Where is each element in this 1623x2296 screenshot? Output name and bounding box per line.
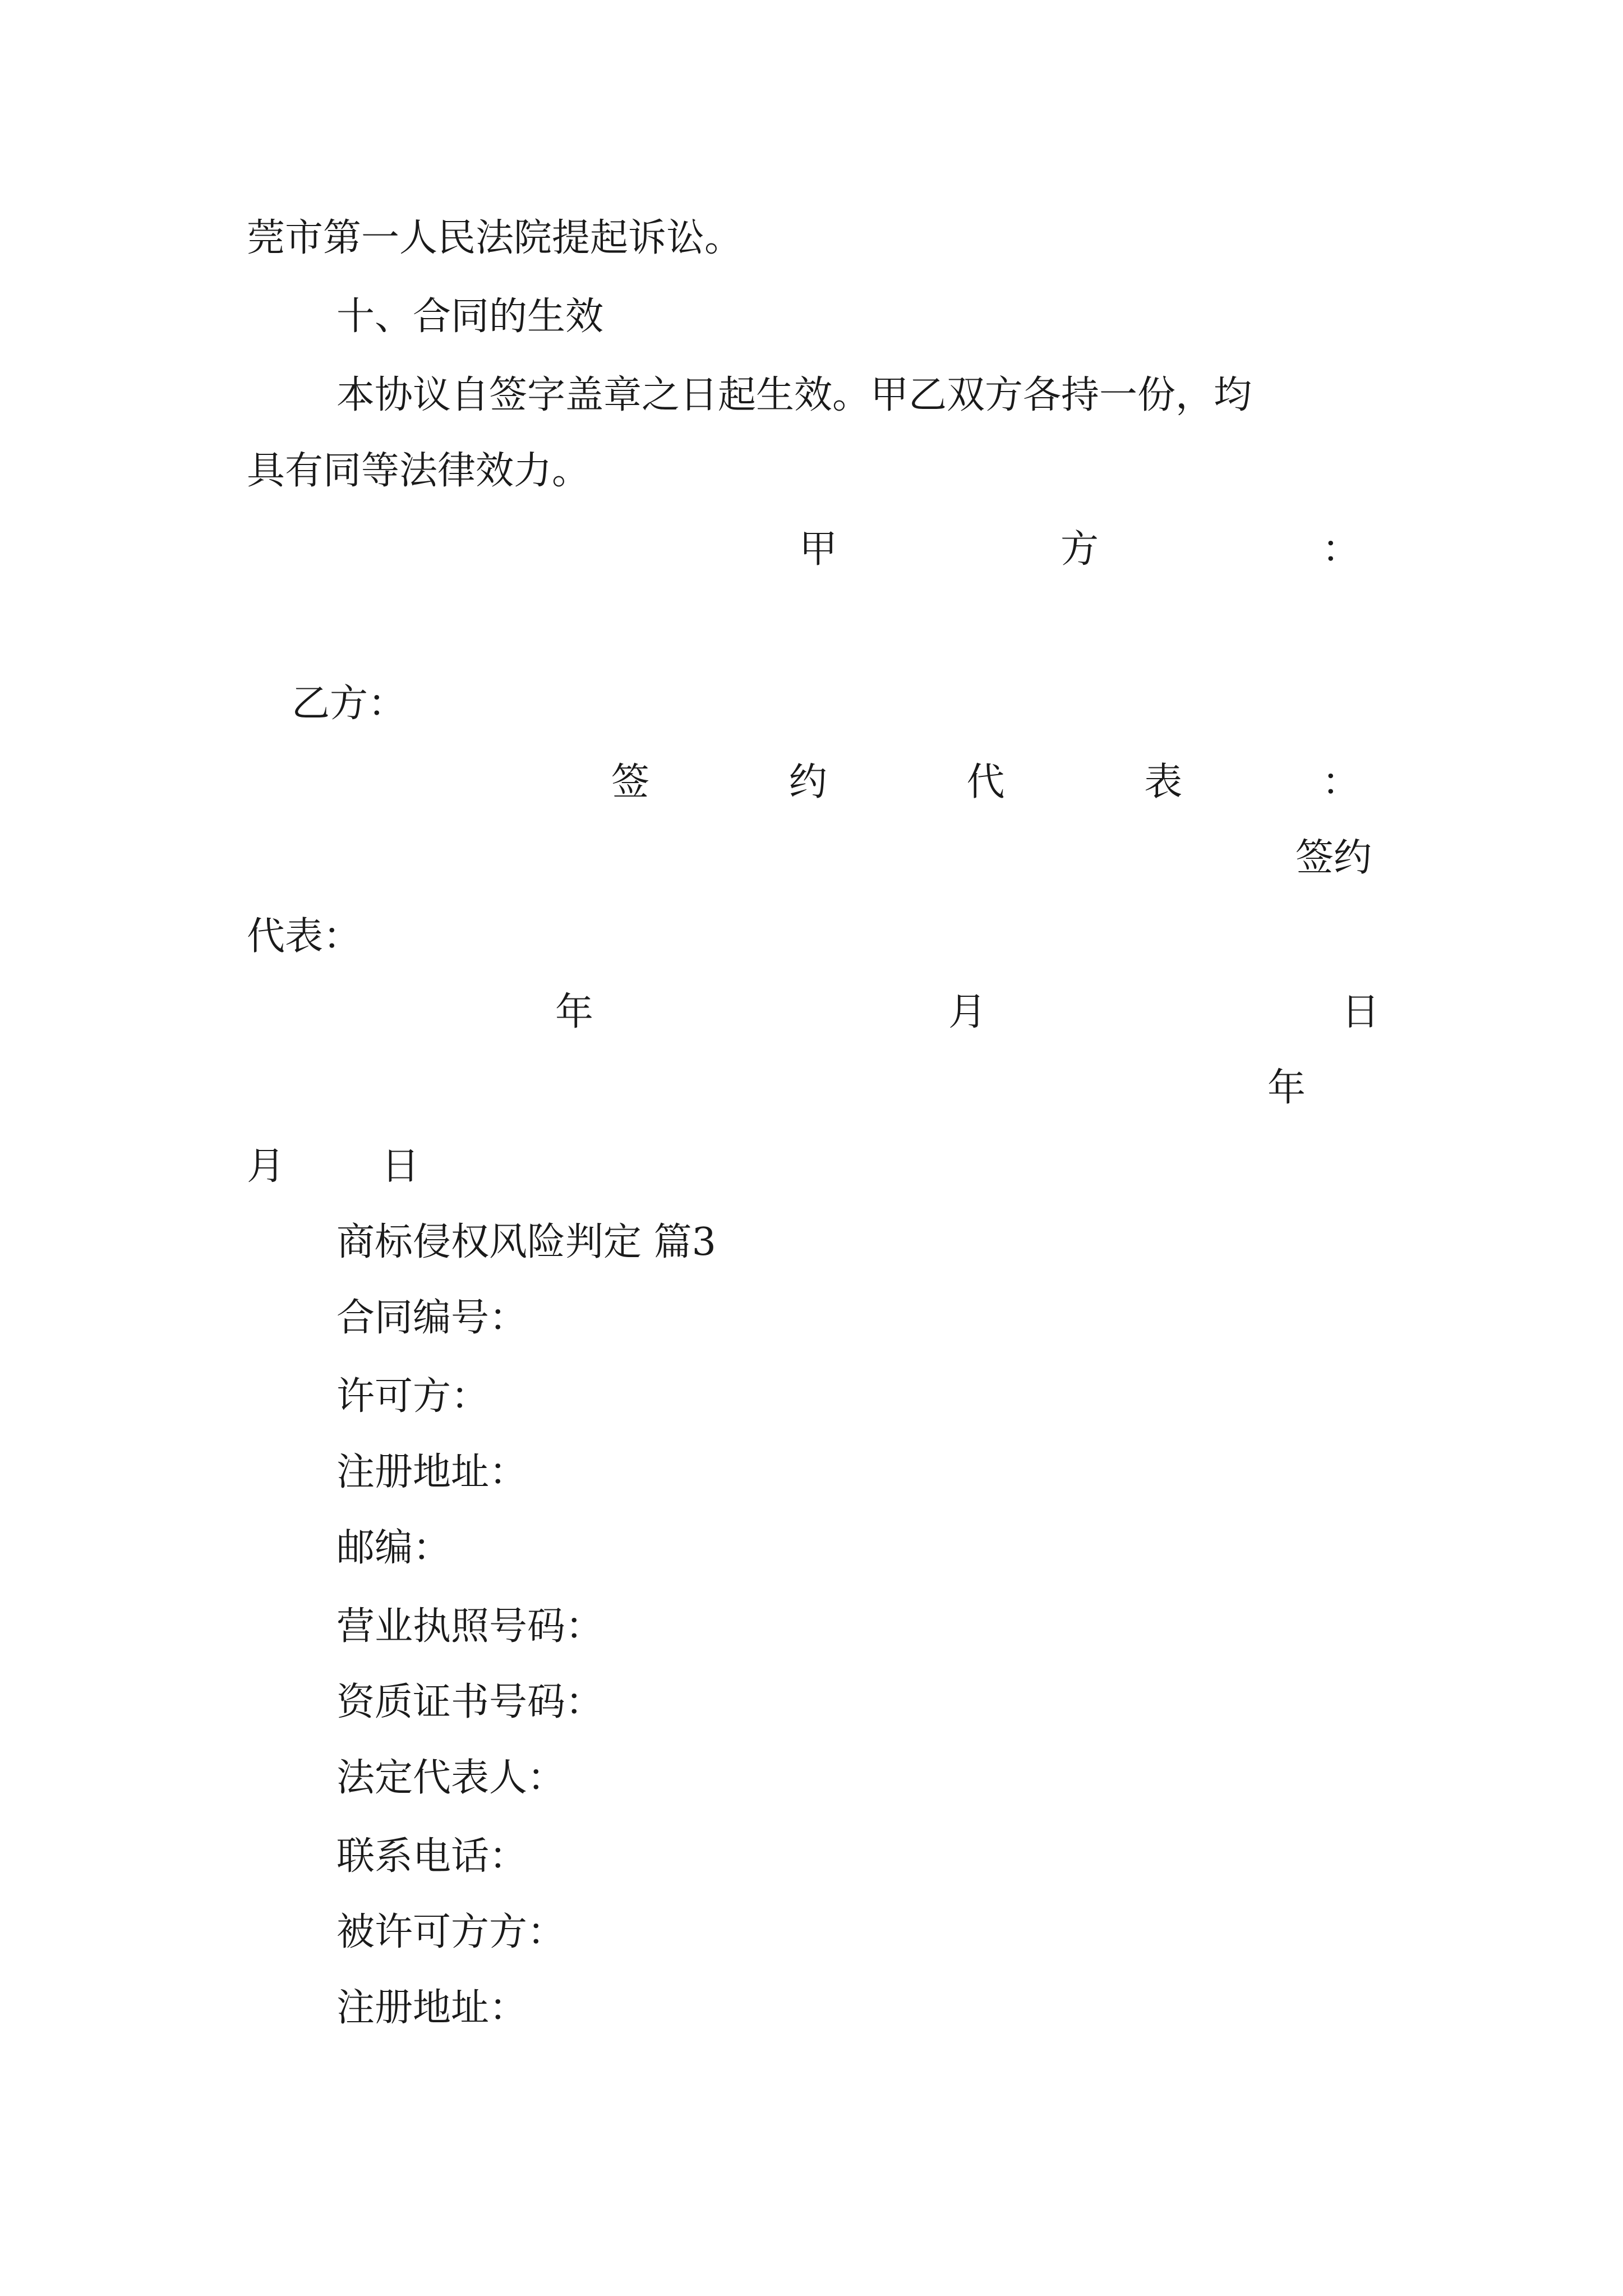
date-month-2: 月 bbox=[247, 1144, 285, 1189]
party-a-colon: ： bbox=[1321, 527, 1360, 572]
sign-char: 签 bbox=[611, 760, 650, 804]
form-field-label: 联系电话： bbox=[336, 1834, 528, 1879]
party-a-signature-line bbox=[799, 527, 1360, 572]
signing-representative-line bbox=[611, 760, 1360, 805]
sign-char: 表 bbox=[1144, 760, 1183, 804]
text-line: 本协议自签字盖章之日起生效。甲乙双方各持一份，均 bbox=[336, 373, 1252, 417]
section-heading: 商标侵权风险判定 篇3 bbox=[336, 1220, 716, 1264]
party-a-char: 甲 bbox=[799, 527, 838, 572]
form-field-label: 邮编： bbox=[336, 1526, 451, 1570]
sign-char: 代 bbox=[966, 760, 1005, 804]
date-year-2: 年 bbox=[1267, 1066, 1306, 1110]
sign-colon: ： bbox=[1321, 760, 1360, 804]
date-day: 日 bbox=[1341, 990, 1380, 1034]
text-line: 莞市第一人民法院提起诉讼。 bbox=[247, 216, 743, 260]
signing-rep-label: 代表： bbox=[247, 914, 362, 959]
party-a-char: 方 bbox=[1060, 527, 1099, 572]
form-field-label: 注册地址： bbox=[336, 1986, 528, 2030]
text-line: 具有同等法律效力。 bbox=[247, 449, 591, 493]
form-field-label: 注册地址： bbox=[336, 1450, 528, 1494]
form-field-label: 营业执照号码： bbox=[336, 1604, 604, 1649]
section-heading: 十、合同的生效 bbox=[336, 295, 604, 339]
date-day-2: 日 bbox=[381, 1144, 420, 1189]
date-line bbox=[555, 990, 1380, 1035]
form-field-label: 资质证书号码： bbox=[336, 1680, 604, 1724]
signing-rep-fragment: 签约 bbox=[1295, 836, 1372, 880]
form-field-label: 许可方： bbox=[336, 1374, 490, 1419]
date-year: 年 bbox=[555, 990, 594, 1034]
form-field-label: 被许可方方： bbox=[336, 1910, 566, 1954]
party-b-label: 乙方： bbox=[292, 682, 407, 726]
form-field-label: 合同编号： bbox=[336, 1296, 528, 1340]
date-month: 月 bbox=[948, 990, 986, 1034]
sign-char: 约 bbox=[789, 760, 827, 804]
form-field-label: 法定代表人： bbox=[336, 1756, 566, 1800]
